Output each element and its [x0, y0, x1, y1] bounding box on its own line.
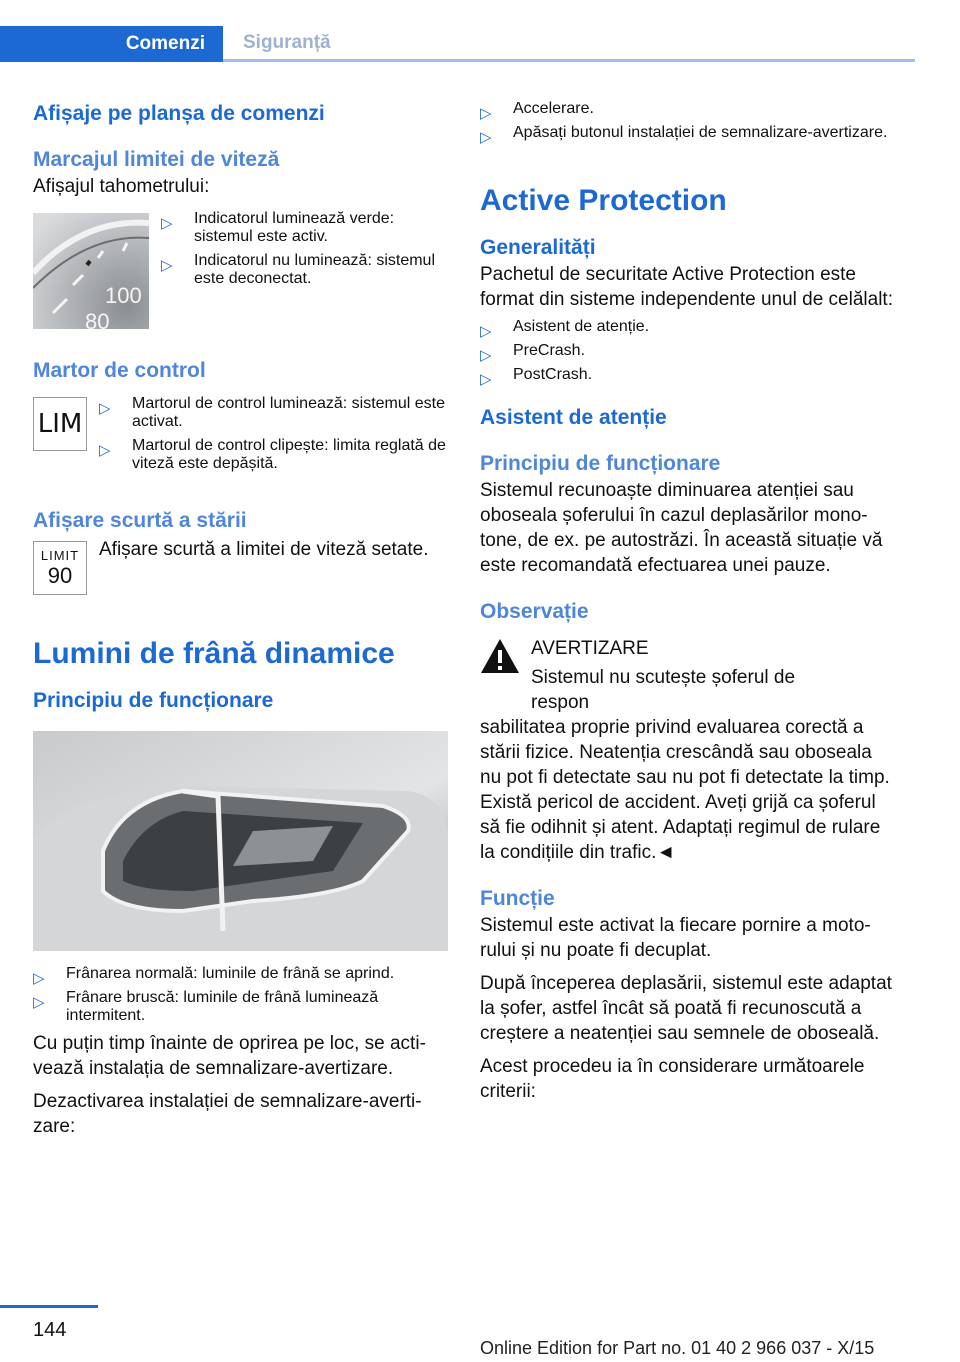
heading-afisaje: Afișaje pe planșa de comenzi	[33, 102, 325, 125]
warning-text-first: Sistemul nu scutește șoferul de respon	[531, 667, 796, 713]
text-acest: Acest procedeu ia în considerare următoarele criterii:	[480, 1056, 865, 1102]
text-dupa: După începerea deplasării, sistemul este adaptat la șofer, astfel încât să poată fi recunoscută a creștere a neatenției sau semnele de oboseală.	[480, 973, 892, 1044]
triangle-bullet-icon: ▷	[480, 129, 492, 146]
list-item: ▷ Indicatorul luminează verde: sistemul este activ.	[161, 210, 395, 245]
header-tabs	[0, 26, 895, 62]
list-item: ▷ Apăsați butonul instalației de semnalizare-avertizare.	[480, 124, 898, 142]
page-number: 144	[33, 1319, 67, 1341]
gauge-label-80: 80	[85, 309, 110, 329]
heading-afisare-scurta: Afișare scurtă a stării	[33, 509, 247, 532]
warning-triangle-icon	[480, 638, 520, 676]
triangle-bullet-icon: ▷	[99, 442, 111, 459]
limit-icon-label: LIMIT	[40, 548, 80, 563]
heading-generalitati: Generalități	[480, 236, 596, 259]
gauge-label-100: 100	[105, 283, 142, 308]
triangle-bullet-icon: ▷	[99, 400, 111, 417]
heading-principiu-right: Principiu de funcționare	[480, 452, 721, 475]
list-item: ▷ Martorul de control clipește: limita reglată de viteză este depășită.	[99, 437, 446, 472]
text-cuputin: Cu puțin timp înainte de oprirea pe loc, se activează instalația de semnalizare-avertizare.	[33, 1033, 426, 1079]
triangle-bullet-icon: ▷	[480, 105, 492, 122]
heading-asistent: Asistent de atenție	[480, 406, 667, 429]
text-dezactivarea: Dezactivarea instalației de semnalizare-avertizare:	[33, 1091, 422, 1137]
triangle-bullet-icon: ▷	[33, 970, 45, 987]
heading-observatie: Observație	[480, 600, 589, 623]
list-item: ▷ PostCrash.	[480, 366, 898, 384]
triangle-bullet-icon: ▷	[480, 347, 492, 364]
triangle-bullet-icon: ▷	[161, 215, 173, 232]
list-sisteme	[480, 318, 898, 388]
brake-light-image	[33, 731, 448, 951]
heading-marcaj: Marcajul limitei de viteză	[33, 148, 280, 171]
list-item: ▷ Frânarea normală: luminile de frână se aprind.	[33, 965, 448, 983]
triangle-bullet-icon: ▷	[480, 371, 492, 388]
heading-principiu-left: Principiu de funcționare	[33, 689, 274, 712]
text-sistemul: Sistemul recunoaște diminuarea atenției sau oboseala șoferului în cazul deplasărilor monotone, de ex. pe autostrăzi. În această situație vă este recomandată efectuarea unei pauze.	[480, 480, 883, 576]
triangle-bullet-icon: ▷	[480, 323, 492, 340]
heading-lumini: Lumini de frână dinamice	[33, 637, 395, 670]
footer-rule	[0, 1305, 98, 1308]
triangle-bullet-icon: ▷	[161, 257, 173, 274]
lim-icon-label: LIM	[37, 409, 83, 439]
warning-label: AVERTIZARE	[531, 638, 649, 659]
limit-90-icon	[33, 541, 87, 595]
left-column	[33, 100, 448, 1139]
triangle-bullet-icon: ▷	[33, 994, 45, 1011]
list-item: ▷ Accelerare.	[480, 100, 898, 118]
list-indicator	[161, 210, 448, 329]
tab-comenzi[interactable]: Comenzi	[0, 26, 223, 62]
text-tahometru: Afișajul tahometrului:	[33, 176, 210, 197]
list-accelerare	[480, 100, 898, 146]
text-afisare: Afișare scurtă a limitei de viteză setate.	[99, 539, 429, 560]
list-item: ▷ PreCrash.	[480, 342, 898, 360]
text-pachetul: Pachetul de securitate Active Protection este format din sisteme independente unul de celălalt:	[480, 264, 893, 310]
list-item: ▷ Frânare bruscă: luminile de frână luminează intermitent.	[33, 989, 379, 1024]
heading-martor: Martor de control	[33, 359, 206, 382]
tachometer-image	[33, 213, 149, 329]
list-item: ▷ Martorul de control luminează: sistemul este activat.	[99, 395, 446, 430]
lim-indicator-icon	[33, 397, 87, 451]
list-item: ▷ Indicatorul nu luminează: sistemul este deconectat.	[161, 252, 436, 287]
list-item: ▷ Asistent de atenție.	[480, 318, 898, 336]
edition-footer: Online Edition for Part no. 01 40 2 966 037 - X/15	[480, 1338, 875, 1358]
text-activat: Sistemul este activat la fiecare pornire a motorului și nu poate fi decuplat.	[480, 915, 871, 961]
list-martor	[99, 395, 448, 479]
tab-siguranta[interactable]: Siguranță	[223, 26, 915, 62]
heading-active-protection: Active Protection	[480, 184, 727, 217]
list-franare	[33, 965, 448, 1025]
limit-icon-value: 90	[47, 563, 73, 588]
right-column	[480, 100, 898, 1104]
warning-text-rest: sabilitatea proprie privind evaluarea corectă a stării fizice. Neatenția crescândă sau oboseala nu pot fi detectate sau nu pot fi detectate la timp. Există pericol de accident. Aveți grijă ca șoferul să fie odihnit și atent. Adaptați regimul de rulare la condițiile din trafic.◄	[480, 717, 890, 863]
heading-functie: Funcție	[480, 887, 555, 910]
